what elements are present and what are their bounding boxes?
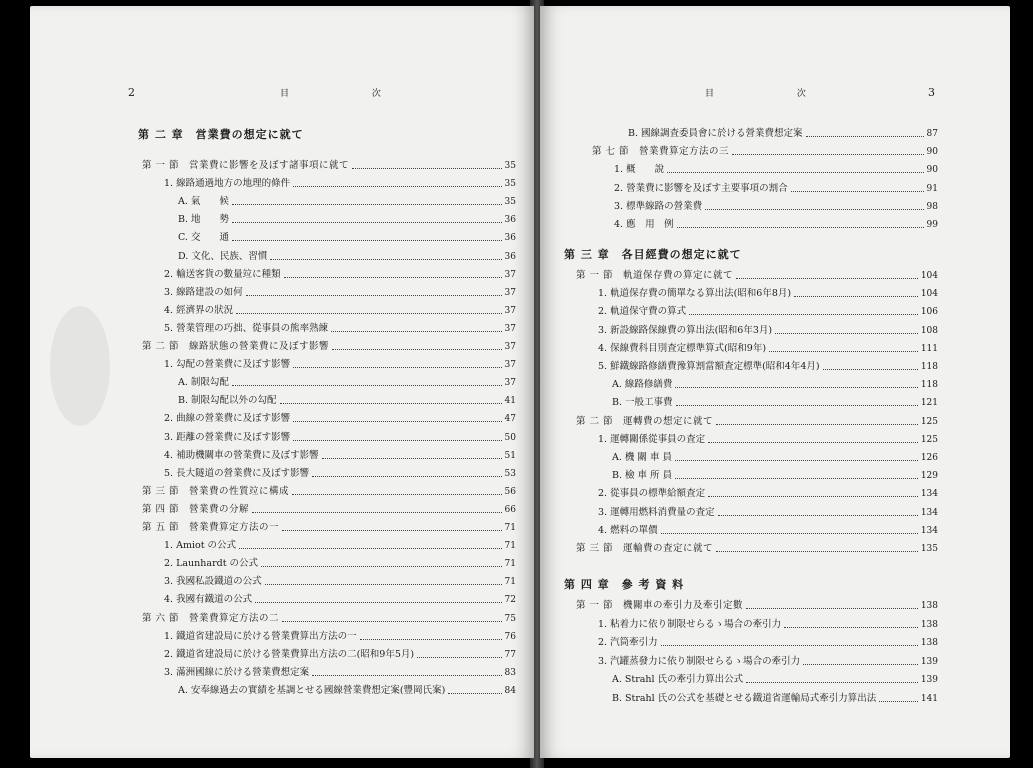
toc-entry[interactable] — [178, 251, 516, 263]
chapter-2-title: 第 二 章 営業費の想定に就て — [138, 128, 304, 141]
toc-entry[interactable] — [142, 613, 516, 625]
toc-entry[interactable] — [178, 377, 516, 389]
toc-entry[interactable] — [598, 361, 938, 373]
toc-entry-title: 1. 勾配の營業費に及ぼす影響 — [164, 359, 291, 371]
toc-entry[interactable] — [178, 232, 516, 244]
leader-dots — [448, 693, 501, 694]
toc-entry-page: 37 — [504, 378, 516, 389]
leader-dots — [675, 478, 918, 479]
toc-entry[interactable] — [598, 619, 938, 631]
toc-entry-page: 90 — [926, 165, 938, 176]
toc-entry-page: 125 — [920, 434, 938, 445]
toc-entry[interactable] — [598, 507, 938, 519]
toc-entry[interactable] — [576, 600, 938, 612]
leader-dots — [803, 664, 918, 665]
toc-entry-page: 71 — [504, 577, 516, 588]
toc-entry-page: 75 — [504, 613, 516, 624]
leader-dots — [252, 512, 502, 513]
leader-dots — [791, 191, 924, 192]
leader-dots — [784, 627, 918, 628]
toc-entry-title: 3. 新設線路保線費の算出法(昭和6年3月) — [598, 324, 773, 336]
toc-entry-title: 3. 標準線路の營業費 — [614, 200, 703, 212]
toc-entry-page: 138 — [920, 638, 938, 649]
leader-dots — [661, 533, 918, 534]
toc-entry-page: 35 — [504, 161, 516, 171]
toc-entry[interactable] — [628, 128, 938, 140]
leader-dots — [775, 333, 918, 334]
toc-entry-page: 72 — [504, 595, 516, 606]
toc-entry-title: A. Strahl 氏の牽引力算出公式 — [612, 674, 744, 686]
toc-entry-page: 104 — [920, 271, 938, 281]
toc-entry[interactable] — [142, 341, 516, 353]
toc-entry-title: 5. 長大隧道の營業費に及ぼす影響 — [164, 467, 310, 479]
leader-dots — [239, 548, 501, 549]
leader-dots — [293, 421, 501, 422]
leader-dots — [746, 682, 918, 683]
toc-entry[interactable] — [598, 343, 938, 355]
toc-entry[interactable] — [598, 306, 938, 318]
toc-entry[interactable] — [576, 270, 938, 282]
toc-entry-title: B. Strahl 氏の公式を基礎とせる鐵道省運輸局式牽引力算出法 — [612, 693, 877, 704]
toc-entry-title: 第 二 節 線路狀態の營業費に及ぼす影響 — [142, 341, 330, 352]
toc-entry-title: 3. 滿洲國線に於ける營業費想定案 — [164, 666, 310, 678]
toc-entry[interactable] — [612, 379, 938, 391]
toc-entry-title: 2. 從事員の標準給額査定 — [598, 488, 706, 500]
toc-entry-title: B. 一般工事費 — [612, 397, 673, 409]
toc-entry-page: 37 — [504, 342, 516, 352]
toc-entry[interactable] — [598, 637, 938, 649]
toc-entry[interactable] — [612, 674, 938, 686]
toc-entry-title: A. 線路修繕費 — [612, 379, 673, 391]
leader-dots — [879, 701, 918, 702]
leader-dots — [718, 515, 918, 516]
toc-entry-title: 4. 燃料の單價 — [598, 524, 658, 536]
toc-entry-page: 37 — [504, 269, 516, 280]
toc-entry-title: 2. 輸送客貨の數量竝に種類 — [164, 268, 281, 280]
toc-entry[interactable] — [164, 413, 516, 425]
toc-entry[interactable] — [614, 219, 938, 231]
toc-entry-page: 71 — [504, 523, 516, 533]
toc-entry[interactable] — [142, 486, 516, 498]
leader-dots — [322, 458, 502, 459]
right-running-head: 目 次 — [705, 89, 846, 99]
leader-dots — [282, 530, 502, 531]
leader-dots — [261, 566, 502, 567]
toc-entry[interactable] — [164, 287, 516, 299]
toc-entry-title: 5. 營業管理の巧拙、從事員の熊率熟練 — [164, 322, 329, 334]
leader-dots — [232, 240, 502, 241]
leader-dots — [246, 295, 502, 296]
toc-entry-page: 118 — [920, 380, 938, 391]
leader-dots — [312, 476, 501, 477]
toc-entry[interactable] — [598, 434, 938, 446]
toc-entry[interactable] — [598, 525, 938, 537]
toc-entry-page: 71 — [504, 541, 516, 552]
left-running-head: 目 次 — [280, 89, 421, 99]
toc-entry-page: 111 — [920, 343, 938, 354]
toc-entry[interactable] — [164, 649, 516, 661]
toc-entry-title: 第 一 節 機關車の牽引力及牽引定數 — [576, 600, 744, 611]
toc-entry-title: B. 檢 車 所 員 — [612, 470, 673, 482]
leader-dots — [716, 424, 918, 425]
right-page — [540, 6, 1010, 758]
toc-entry[interactable] — [164, 269, 516, 281]
toc-entry-page: 37 — [504, 305, 516, 316]
leader-dots — [331, 331, 501, 332]
leader-dots — [823, 369, 918, 370]
leader-dots — [265, 584, 502, 585]
toc-entry-page: 83 — [504, 667, 516, 678]
toc-entry-page: 106 — [920, 307, 938, 318]
toc-entry-title: B. 地 勢 — [178, 214, 230, 226]
toc-entry-title: 第 七 節 營業費算定方法の三 — [592, 146, 730, 158]
toc-entry[interactable] — [612, 452, 938, 464]
toc-entry-title: 3. 距離の營業費に及ぼす影響 — [164, 431, 291, 443]
toc-entry[interactable] — [164, 558, 516, 570]
leader-dots — [705, 209, 923, 210]
toc-entry-title: 1. 軌道保存費の簡單なる算出法(昭和6年8月) — [598, 288, 792, 300]
toc-entry[interactable] — [164, 667, 516, 679]
left-page-number: 2 — [128, 86, 135, 99]
toc-entry-page: 37 — [504, 360, 516, 371]
toc-entry-title: 3. 運轉用燃料消費量の査定 — [598, 506, 715, 518]
toc-entry-title: 第 五 節 營業費算定方法の一 — [142, 522, 280, 533]
toc-entry[interactable] — [142, 504, 516, 516]
chapter-4-title: 第 四 章 參 考 資 料 — [564, 578, 685, 591]
toc-entry[interactable] — [164, 432, 516, 444]
toc-entry-page: 35 — [504, 179, 516, 190]
leader-dots — [280, 403, 502, 404]
toc-entry-title: 2. Launhardt の公式 — [164, 558, 259, 570]
toc-entry-title: 2. 軌道保守費の算式 — [598, 306, 687, 318]
toc-entry-page: 41 — [504, 396, 516, 407]
toc-entry[interactable] — [164, 178, 516, 190]
leader-dots — [746, 608, 918, 609]
toc-entry[interactable] — [178, 214, 516, 226]
leader-dots — [293, 367, 501, 368]
toc-entry-title: 1. 線路通過地方の地理的條件 — [164, 178, 291, 190]
toc-entry[interactable] — [614, 183, 938, 195]
leader-dots — [332, 349, 502, 350]
toc-entry-title: 第 三 節 運輸費の査定に就て — [576, 543, 714, 554]
toc-entry-title: 1. 概 說 — [614, 164, 665, 176]
leader-dots — [352, 168, 502, 169]
leader-dots — [255, 602, 501, 603]
toc-entry[interactable] — [612, 397, 938, 409]
toc-entry-title: 第 六 節 營業費算定方法の二 — [142, 612, 280, 624]
leader-dots — [806, 136, 924, 137]
toc-entry-title: 4. 經濟界の狀況 — [164, 304, 234, 316]
toc-entry-page: 87 — [926, 129, 938, 139]
toc-entry-page: 129 — [920, 471, 938, 482]
toc-entry-title: A. 機 關 車 員 — [612, 452, 672, 463]
toc-entry[interactable] — [164, 594, 516, 606]
toc-entry-page: 91 — [926, 183, 938, 194]
toc-entry-page: 135 — [920, 544, 938, 554]
toc-entry-page: 99 — [926, 220, 938, 230]
toc-entry-page: 104 — [920, 289, 938, 300]
left-page — [30, 6, 534, 758]
toc-entry-title: 1. Amiot の公式 — [164, 540, 237, 552]
toc-entry-page: 126 — [920, 453, 938, 463]
leader-dots — [360, 639, 502, 640]
toc-entry-page: 84 — [504, 685, 516, 696]
toc-entry[interactable] — [178, 685, 516, 697]
toc-entry[interactable] — [598, 325, 938, 337]
toc-entry-page: 98 — [926, 201, 938, 212]
toc-entry-page: 37 — [504, 323, 516, 334]
right-page-number: 3 — [928, 86, 935, 99]
toc-entry[interactable] — [142, 522, 516, 534]
toc-entry-page: 77 — [504, 649, 516, 660]
toc-entry-page: 71 — [504, 559, 516, 570]
leader-dots — [676, 405, 918, 406]
paper-stain — [50, 306, 110, 426]
leader-dots — [232, 385, 502, 386]
toc-entry-page: 90 — [926, 147, 938, 158]
toc-entry[interactable] — [178, 395, 516, 407]
toc-entry-title: 第 一 節 営業費に影響を及ぼす諸事項に就て — [142, 160, 350, 171]
toc-entry[interactable] — [576, 543, 938, 555]
toc-entry-page: 134 — [920, 489, 938, 500]
toc-entry-page: 37 — [504, 287, 516, 298]
leader-dots — [282, 621, 502, 622]
toc-entry[interactable] — [164, 323, 516, 335]
toc-entry-page: 50 — [504, 432, 516, 443]
toc-entry-page: 138 — [920, 619, 938, 630]
toc-entry-title: 2. 營業費に影響を及ぼす主要事項の割合 — [614, 182, 788, 194]
toc-entry-title: B. 國線調査委員會に於ける營業費想定案 — [628, 128, 803, 139]
toc-entry-title: 4. 我國有鐵道の公式 — [164, 594, 253, 606]
leader-dots — [293, 440, 501, 441]
toc-entry[interactable] — [164, 576, 516, 588]
toc-entry-title: 4. 保線費科目別査定標準算式(昭和9年) — [598, 342, 767, 354]
toc-entry-page: 134 — [920, 507, 938, 518]
leader-dots — [292, 494, 502, 495]
toc-entry-page: 139 — [920, 656, 938, 667]
toc-entry-title: 2. 鐵道省建設局に於ける營業費算出方法の二(昭和9年5月) — [164, 648, 415, 660]
toc-entry-title: 1. 粘着力に依り制限せらるゝ場合の牽引力 — [598, 618, 782, 630]
toc-entry-page: 125 — [920, 416, 938, 427]
toc-entry-title: C. 交 通 — [178, 232, 229, 244]
toc-entry[interactable] — [164, 631, 516, 643]
toc-entry-page: 76 — [504, 631, 516, 642]
leader-dots — [708, 496, 918, 497]
toc-entry-title: 2. 曲線の營業費に及ぼす影響 — [164, 413, 291, 425]
toc-entry-page: 35 — [504, 197, 516, 208]
leader-dots — [708, 442, 918, 443]
toc-entry[interactable] — [178, 196, 516, 208]
toc-entry-title: 1. 運轉關係從事員の査定 — [598, 433, 706, 445]
toc-entry-title: 3. 線路建設の如何 — [164, 286, 243, 298]
toc-entry-title: 2. 汽筒牽引力 — [598, 637, 658, 649]
chapter-3-title: 第 三 章 各目經費の想定に就て — [564, 248, 742, 261]
toc-entry-page: 108 — [920, 325, 938, 336]
toc-entry[interactable] — [164, 468, 516, 480]
leader-dots — [675, 460, 918, 461]
toc-entry-page: 121 — [920, 398, 938, 409]
toc-entry-page: 36 — [504, 233, 516, 244]
toc-entry-title: 第 四 節 營業費の分解 — [142, 503, 250, 515]
toc-entry[interactable] — [598, 488, 938, 500]
toc-entry-title: 4. 補助機關車の營業費に及ぼす影響 — [164, 449, 319, 461]
leader-dots — [293, 186, 501, 187]
toc-entry-page: 118 — [920, 362, 938, 372]
toc-entry[interactable] — [164, 540, 516, 552]
toc-entry-page: 36 — [504, 215, 516, 226]
leader-dots — [284, 277, 502, 278]
toc-entry-page: 47 — [504, 414, 516, 425]
toc-entry-title: 第 三 節 營業費の性質竝に構成 — [142, 485, 290, 497]
toc-entry-page: 138 — [920, 601, 938, 611]
toc-entry[interactable] — [164, 305, 516, 317]
leader-dots — [270, 259, 501, 260]
leader-dots — [661, 645, 918, 646]
toc-entry-title: 3. 汽罐蒸發力に依り制限せらるゝ場合の牽引力 — [598, 655, 801, 667]
toc-entry-title: A. 氣 候 — [178, 196, 229, 208]
toc-entry-title: 1. 鐵道省建設局に於ける營業費算出方法の一 — [164, 630, 357, 642]
toc-entry-title: B. 制限勾配以外の勾配 — [178, 395, 277, 407]
toc-entry[interactable] — [142, 160, 516, 172]
leader-dots — [716, 551, 918, 552]
toc-entry[interactable] — [598, 288, 938, 300]
toc-entry[interactable] — [598, 656, 938, 668]
toc-entry-title: 第 一 節 軌道保存費の算定に就て — [576, 270, 734, 281]
toc-entry-title: A. 制限勾配 — [178, 377, 229, 389]
toc-entry-page: 134 — [920, 525, 938, 536]
leader-dots — [677, 227, 924, 228]
toc-entry-title: 5. 鮮鐵線路修繕費豫算割當額査定標準(昭和4年4月) — [598, 361, 820, 372]
leader-dots — [736, 278, 918, 279]
toc-entry[interactable] — [612, 470, 938, 482]
leader-dots — [417, 657, 501, 658]
toc-entry[interactable] — [614, 201, 938, 213]
toc-entry-title: D. 文化、民族、習慣 — [178, 250, 268, 262]
leader-dots — [689, 314, 918, 315]
toc-entry[interactable] — [164, 359, 516, 371]
toc-entry[interactable] — [576, 416, 938, 428]
toc-entry-page: 56 — [504, 486, 516, 497]
toc-entry[interactable] — [612, 693, 938, 705]
toc-entry-page: 139 — [920, 675, 938, 686]
leader-dots — [769, 351, 918, 352]
toc-entry-title: A. 安奉線過去の實績を基調とせる國線營業費想定案(豐岡氏案) — [178, 684, 446, 696]
toc-entry-page: 53 — [504, 468, 516, 479]
leader-dots — [312, 675, 501, 676]
toc-entry-page: 66 — [504, 504, 516, 515]
leader-dots — [675, 387, 917, 388]
toc-entry[interactable] — [592, 146, 938, 158]
toc-entry-title: 第 二 節 運轉費の想定に就て — [576, 415, 714, 427]
toc-entry[interactable] — [614, 164, 938, 176]
toc-entry[interactable] — [164, 450, 516, 462]
toc-entry-page: 141 — [920, 694, 938, 704]
toc-entry-title: 4. 應 用 例 — [614, 219, 674, 230]
leader-dots — [794, 296, 918, 297]
toc-entry-page: 51 — [504, 450, 516, 461]
toc-entry-title: 3. 我國私設鐵道の公式 — [164, 576, 262, 588]
leader-dots — [667, 172, 923, 173]
leader-dots — [236, 313, 501, 314]
leader-dots — [232, 222, 502, 223]
leader-dots — [232, 204, 502, 205]
toc-entry-page: 36 — [504, 251, 516, 262]
leader-dots — [732, 154, 924, 155]
